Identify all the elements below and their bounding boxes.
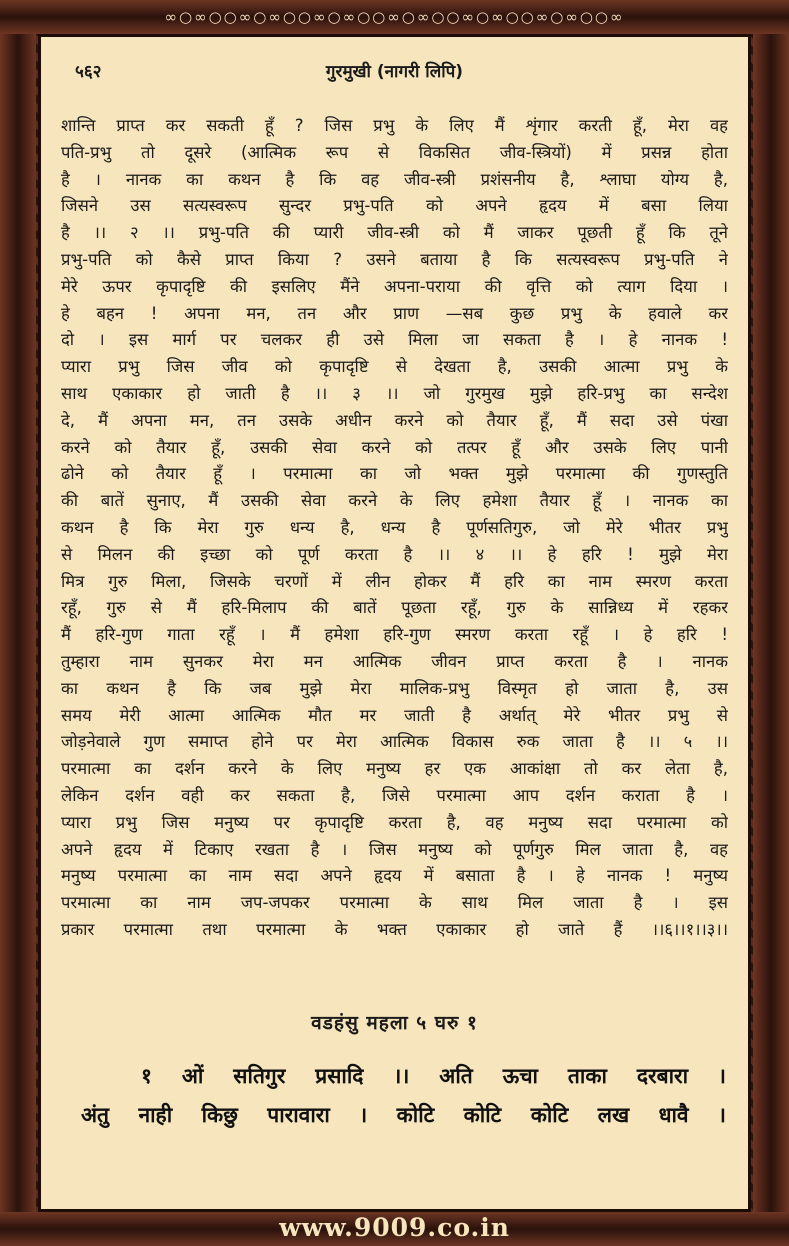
body-line: मैं हरि-गुण गाता रहूँ । मैं हमेशा हरि-गुण स्मरण करता रहूँ । हे हरि ! — [61, 625, 728, 645]
section-heading: वडहंसु महला ५ घरु १ — [311, 1012, 478, 1034]
body-line: की बातें सुनाए, मैं उसकी सेवा करने के लिए हमेशा तैयार हूँ । नानक का — [61, 491, 728, 511]
page-header — [65, 59, 724, 89]
body-line: जिसने उस सत्यस्वरूप सुन्दर प्रभु-पति को अपने हृदय में बसा लिया — [61, 196, 728, 216]
body-line: से मिलन की इच्छा को पूर्ण करता है ।। ४ ।। हे हरि ! मुझे मेरा — [61, 544, 728, 564]
body-line: तुम्हारा नाम सुनकर मेरा मन आत्मिक जीवन प्राप्त करता है । नानक — [61, 651, 728, 671]
body-line: हे बहन ! अपना मन, तन और प्राण —सब कुछ प्रभु के हवाले कर — [61, 303, 728, 323]
body-line: परमात्मा का नाम जप-जपकर परमात्मा के साथ मिल जाता है । इस — [61, 893, 728, 913]
body-line: प्यारा प्रभु जिस जीव को कृपादृष्टि से देखता है, उसकी आत्मा प्रभु के — [61, 357, 728, 377]
top-border — [0, 0, 789, 34]
body-line: अपने हृदय में टिकाए रखता है । जिस मनुष्य को पूर्णगुरु मिल जाता है, वह — [61, 839, 728, 859]
verse-line: १ ओं सतिगुर प्रसादि ।। अति ऊचा ताका दरबारा । — [141, 1064, 726, 1088]
verse-line: अंतु नाही किछु पारावारा । कोटि कोटि कोटि लख धावै । — [81, 1103, 726, 1127]
body-line: का कथन है कि जब मुझे मेरा मालिक-प्रभु विस्मृत हो जाता है, उस — [61, 678, 728, 698]
body-line: दे, मैं अपना मन, तन उसके अधीन करने को तैयार हूँ, मैं सदा उसे पंखा — [61, 410, 728, 430]
body-line: प्यारा प्रभु जिस मनुष्य पर कृपादृष्टि करता है, वह मनुष्य सदा परमात्मा को — [61, 812, 728, 832]
body-line: कथन है कि मेरा गुरु धन्य है, धन्य है पूर्णसतिगुरु, जो मेरे भीतर प्रभु — [61, 517, 728, 537]
body-line: शान्ति प्राप्त कर सकती हूँ ? जिस प्रभु के लिए मैं शृंगार करती हूँ, मेरा वह — [61, 116, 728, 135]
border-ornament: ∞○∞○○∞○∞○○∞○∞○○∞○∞○○∞○∞○○∞○∞○○∞ — [164, 8, 625, 26]
page-number: ५६२ — [75, 62, 102, 82]
body-line: लेकिन दर्शन वही कर सकता है, जिसे परमात्मा आप दर्शन कराता है । — [61, 785, 728, 805]
body-line: समय मेरी आत्मा आत्मिक मौत मर जाती है अर्थात् मेरे भीतर प्रभु से — [61, 705, 728, 725]
body-line: दो । इस मार्ग पर चलकर ही उसे मिला जा सकता है । हे नानक ! — [61, 330, 728, 350]
bottom-border — [0, 1212, 789, 1246]
body-line: करने को तैयार हूँ, उसकी सेवा करने को तत्पर हूँ और उसके लिए पानी — [61, 437, 728, 457]
left-border — [0, 34, 36, 1212]
body-line: परमात्मा का दर्शन करने के लिए मनुष्य हर एक आकांक्षा तो कर लेता है, — [61, 759, 728, 779]
gurbani-verse — [81, 1057, 726, 1135]
body-line: है । नानक का कथन है कि वह जीव-स्त्री प्रशंसनीय है, श्लाघा योग्य है, — [61, 169, 728, 189]
body-line: प्रकार परमात्मा तथा परमात्मा के भक्त एकाकार हो जाते हैं ।।६।।१।।३।। — [61, 919, 728, 939]
body-line: जोड़नेवाले गुण समाप्त होने पर मेरा आत्मिक विकास रुक जाता है ।। ५ ।। — [61, 732, 728, 752]
body-line: मनुष्य परमात्मा का नाम सदा अपने हृदय में बसाता है । हे नानक ! मनुष्य — [61, 866, 728, 886]
body-line: मित्र गुरु मिला, जिसके चरणों में लीन होकर मैं हरि का नाम स्मरण करता — [61, 571, 728, 591]
body-line: साथ एकाकार हो जाती है ।। ३ ।। जो गुरमुख मुझे हरि-प्रभु का सन्देश — [61, 383, 728, 403]
running-title: गुरमुखी (नागरी लिपि) — [325, 62, 464, 82]
body-line: रहूँ, गुरु से मैं हरि-मिलाप की बातें पूछता रहूँ, गुरु के सान्निध्य में रहकर — [61, 598, 728, 618]
translation-body — [61, 113, 728, 944]
body-line: है ।। २ ।। प्रभु-पति की प्यारी जीव-स्त्री को मैं जाकर पूछती हूँ कि तूने — [61, 223, 728, 243]
website-url[interactable]: www.9009.co.in — [279, 1213, 510, 1242]
body-line: मेरे ऊपर कृपादृष्टि की इसलिए मैंने अपना-पराया की वृत्ति को त्याग दिया । — [61, 276, 728, 296]
page-paper — [38, 34, 751, 1212]
body-line: प्रभु-पति को कैसे प्राप्त किया ? उसने बताया है कि सत्यस्वरूप प्रभु-पति ने — [61, 249, 728, 269]
body-line: पति-प्रभु तो दूसरे (आत्मिक रूप से विकसित जीव-स्त्रियों) में प्रसन्न होता — [61, 142, 728, 162]
right-border — [753, 34, 789, 1212]
body-line: ढोने को तैयार हूँ । परमात्मा का जो भक्त मुझे परमात्मा की गुणस्तुति — [61, 464, 728, 484]
